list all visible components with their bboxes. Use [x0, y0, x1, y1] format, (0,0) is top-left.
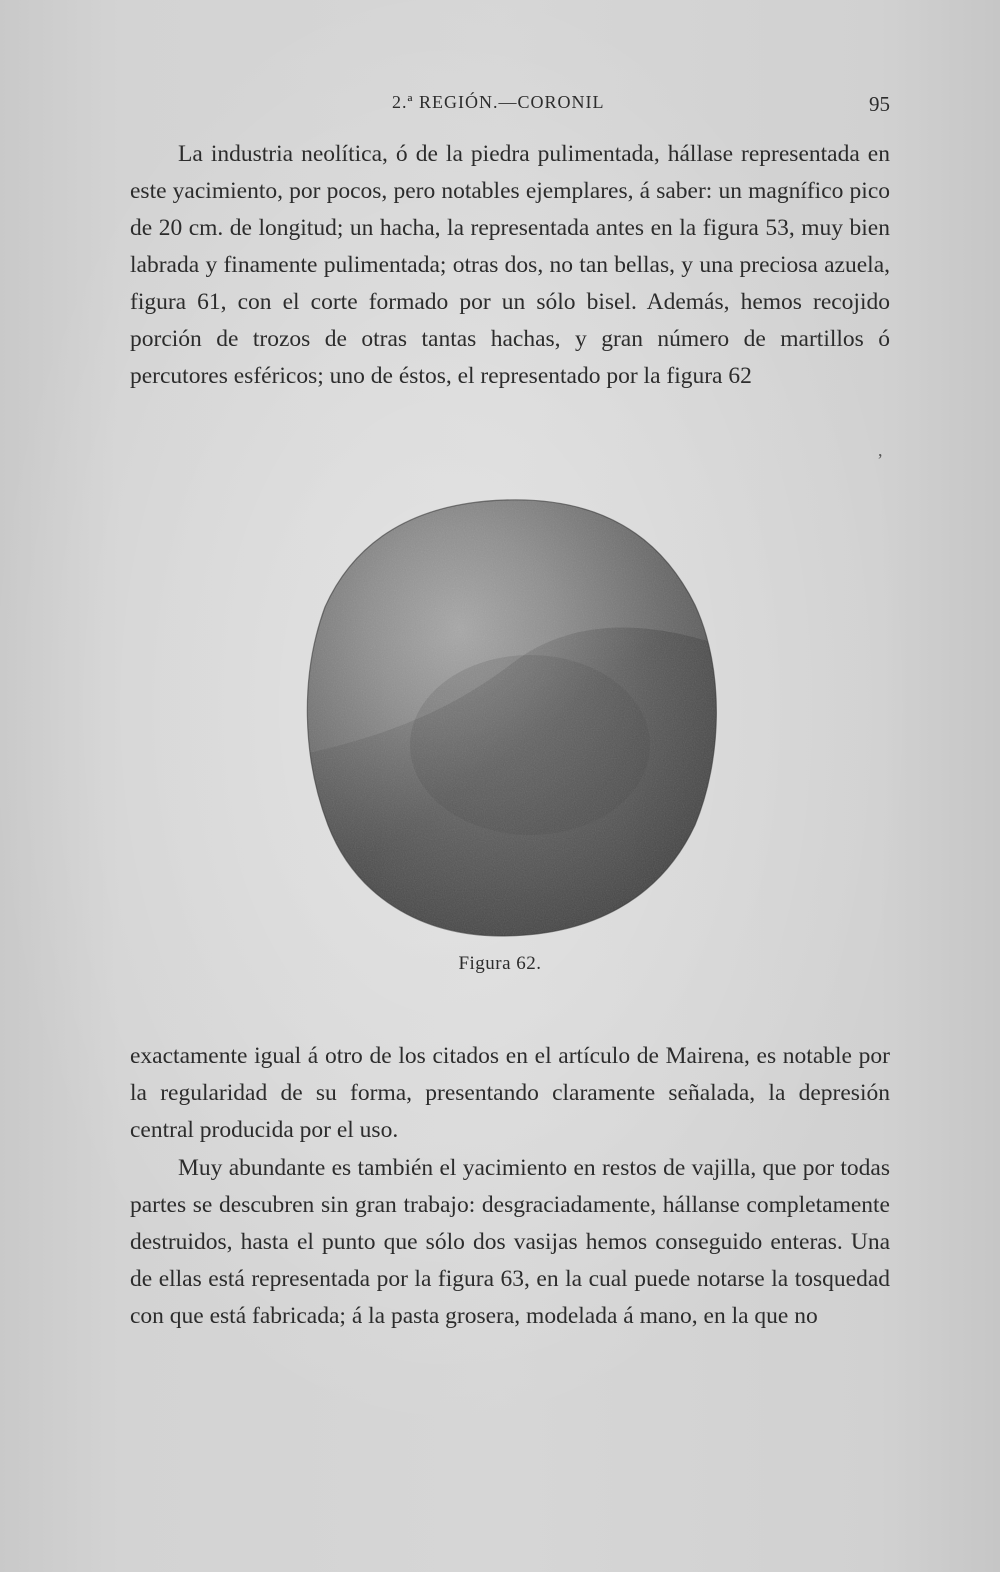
page-number: 95	[869, 92, 890, 116]
paragraph-pottery-remains: Muy abundante es también el yacimiento en restos de vajilla, que por todas partes se descubren sin gran trabajo: desgraciadamente, hállanse completamente destruidos, hasta el punto que sólo dos vasijas hemos conseguido enteras. Una de ellas está representada por la figura 63, en la cual puede notarse la tosquedad con que está fabricada; á la pasta grosera, modelada á mano, en la que no	[130, 1155, 890, 1329]
figure-caption: Figura 62.	[458, 953, 542, 974]
paragraph-hammer-description: exactamente igual á otro de los citados en el artículo de Mairena, es notable por la regularidad de su forma, presentando claramente señalada, la depresión central producida por el uso.	[130, 1043, 890, 1143]
paragraph-neolithic-industry: La industria neolítica, ó de la piedra pulimentada, hállase representada en este yacimiento, por pocos, pero notables ejemplares, á saber: un magnífico pico de 20 cm. de longitud; un hacha, la representada antes en la figura 53, muy bien labrada y finamente pulimentada; otras dos, no tan bellas, y una preciosa azuela, figura 61, con el corte formado por un sólo bisel. Además, hemos recojido porción de trozos de otras tantas hachas, y gran número de martillos ó percutores esféricos; uno de éstos, el representado por la figura 62	[130, 141, 890, 389]
spherical-stone-hammer-illustration	[300, 495, 720, 940]
stray-mark: ,	[878, 440, 883, 460]
figure-62	[300, 495, 720, 940]
page-header	[130, 92, 890, 122]
running-head: 2.ª REGIÓN.—CORONIL	[392, 92, 605, 112]
